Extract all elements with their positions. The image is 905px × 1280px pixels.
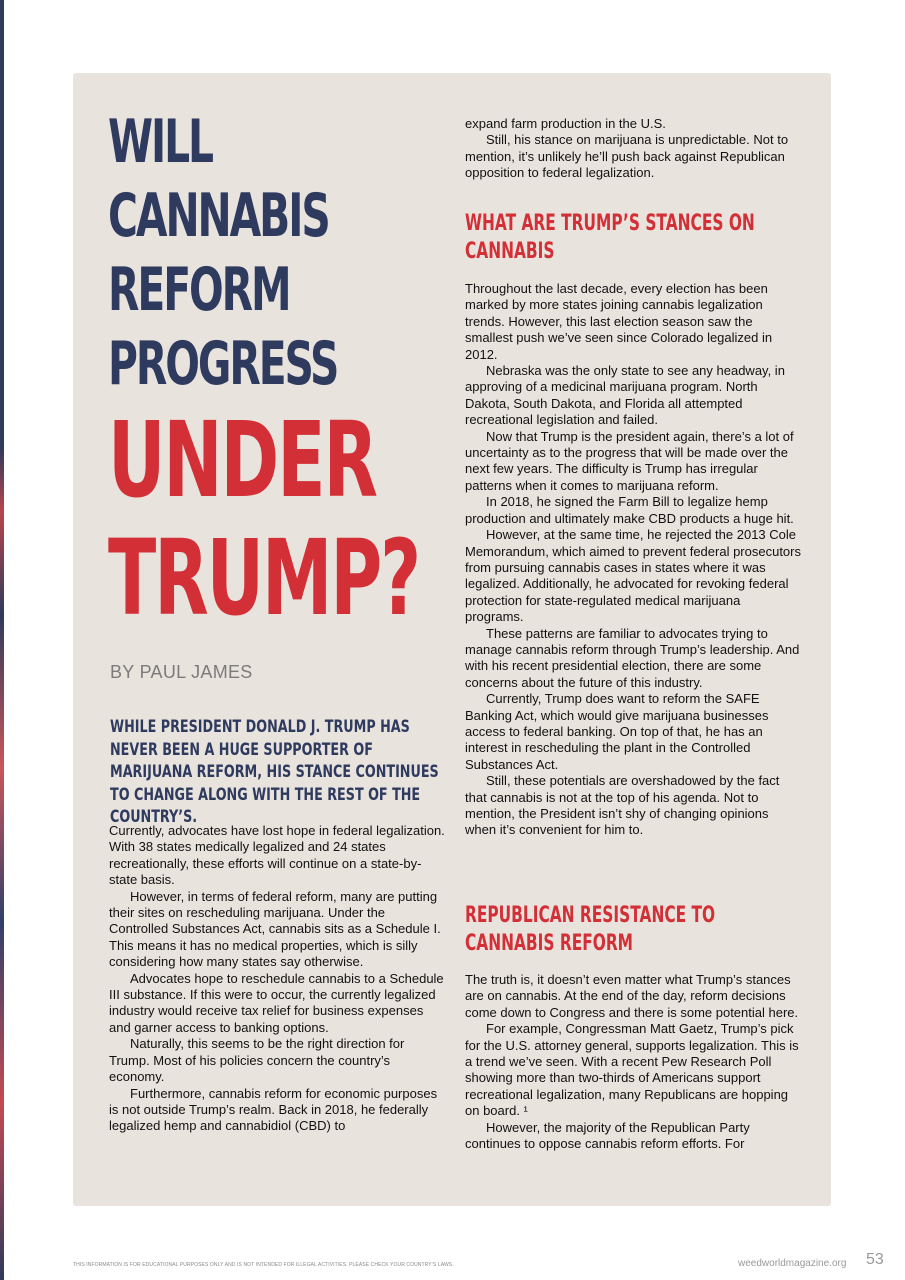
byline: BY PAUL JAMES (110, 662, 253, 682)
paragraph: Advocates hope to reschedule cannabis to a Schedule III substance. If this were to occur, the currently legalized industry would receive tax relief for business expenses and garner access to banking options. (109, 970, 444, 1035)
paragraph: Currently, Trump does want to reform the SAFE Banking Act, which would give marijuana businesses access to federal banking. On top of that, he has an interest in rescheduling the plant in the Controlled Substances Act. (465, 691, 769, 772)
headline-line: PROGRESS (108, 329, 338, 399)
page-edge-decoration (0, 0, 4, 1280)
left-column (109, 823, 445, 1135)
page-number: 53 (866, 1251, 884, 1268)
paragraph: However, at the same time, he rejected the 2013 Cole Memorandum, which aimed to prevent federal prosecutors from pursuing cannabis cases in states where it was legalized. Additionally, he advocated for revoking federal protection for state-regulated medical marijuana programs. (465, 527, 801, 625)
intro-deck: WHILE PRESIDENT DONALD J. TRUMP HAS NEVER BEEN A HUGE SUPPORTER OF MARIJUANA REFORM, HIS STANCE CONTINUES TO CHANGE ALONG WITH THE REST OF THE COUNTRY’S. (110, 717, 439, 827)
article-headline (108, 107, 428, 644)
section-heading-trump-stances: WHAT ARE TRUMP’S STANCES ON CANNABIS (465, 211, 755, 264)
paragraph: Naturally, this seems to be the right direction for Trump. Most of his policies concern the country’s economy. (109, 1036, 405, 1085)
paragraph: Throughout the last decade, every election has been marked by more states joining cannabis legalization trends. However, this last election season saw the smallest push we’ve seen since Colorado legalized in 2012. (465, 281, 773, 362)
headline-line-highlight: UNDER (108, 399, 376, 521)
paragraph: Still, these potentials are overshadowed by the fact that cannabis is not at the top of his agenda. Not to mention, the President isn’t shy of changing opinions when it’s convenient for him to. (465, 773, 780, 838)
paragraph: Still, his stance on marijuana is unpredictable. Not to mention, it’s unlikely he’ll push back against Republican opposition to federal legalization. (465, 132, 789, 181)
paragraph: However, in terms of federal reform, many are putting their sites on rescheduling marijuana. Under the Controlled Substances Act, cannabis sits as a Schedule I. This means it has no medical properties, which is silly considering how many states say otherwise. (109, 888, 441, 970)
paragraph: Currently, advocates have lost hope in federal legalization. With 38 states medically legalized and 24 states recreationally, these efforts will continue on a state-by-state basis. (109, 823, 445, 888)
right-column-continuation (465, 116, 801, 182)
headline-line-highlight: TRUMP? (108, 517, 420, 639)
section-republican-resistance-body (465, 972, 801, 1152)
headline-line: WILL (108, 107, 213, 177)
paragraph: Furthermore, cannabis reform for economic purposes is not outside Trump’s realm. Back in 2018, he federally legalized hemp and cannabidiol (CBD) to (109, 1085, 438, 1134)
headline-line: REFORM (108, 255, 290, 325)
paragraph: expand farm production in the U.S. (465, 116, 666, 131)
footer-website: weedworldmagazine.org (738, 1258, 847, 1269)
section-trump-stances-body (465, 281, 801, 839)
paragraph: The truth is, it doesn’t even matter what Trump’s stances are on cannabis. At the end of the day, reform decisions come down to Congress and there is some potential here. (465, 972, 799, 1020)
paragraph: Now that Trump is the president again, there’s a lot of uncertainty as to the progress that will be made over the next few years. The difficulty is Trump has irregular patterns when it comes to marijuana reform. (465, 428, 794, 493)
section-heading-republican-resistance: REPUBLICAN RESISTANCE TO CANNABIS REFORM (465, 903, 716, 956)
paragraph: In 2018, he signed the Farm Bill to legalize hemp production and ultimately make CBD products a huge hit. (465, 494, 794, 526)
headline-line: CANNABIS (108, 181, 329, 251)
paragraph: These patterns are familiar to advocates trying to manage cannabis reform through Trump’s leadership. And with his recent presidential election, there are some concerns about the future of this industry. (465, 625, 800, 690)
paragraph: However, the majority of the Republican Party continues to oppose cannabis reform efforts. For (465, 1119, 750, 1152)
footer-disclaimer: THIS INFORMATION IS FOR EDUCATIONAL PURPOSES ONLY AND IS NOT INTENDED FOR ILLEGAL ACTIVITIES. PLEASE CHECK YOUR COUNTRY’S LAWS. (73, 1262, 454, 1268)
paragraph: For example, Congressman Matt Gaetz, Trump’s pick for the U.S. attorney general, supports legalization. This is a trend we’ve seen. With a recent Pew Research Poll showing more than two-thirds of Americans support recreational legalization, many Republicans are hopping on board. ¹ (465, 1021, 799, 1119)
paragraph: Nebraska was the only state to see any headway, in approving of a medicinal marijuana program. North Dakota, South Dakota, and Florida all attempted recreational legislation and failed. (465, 363, 785, 428)
